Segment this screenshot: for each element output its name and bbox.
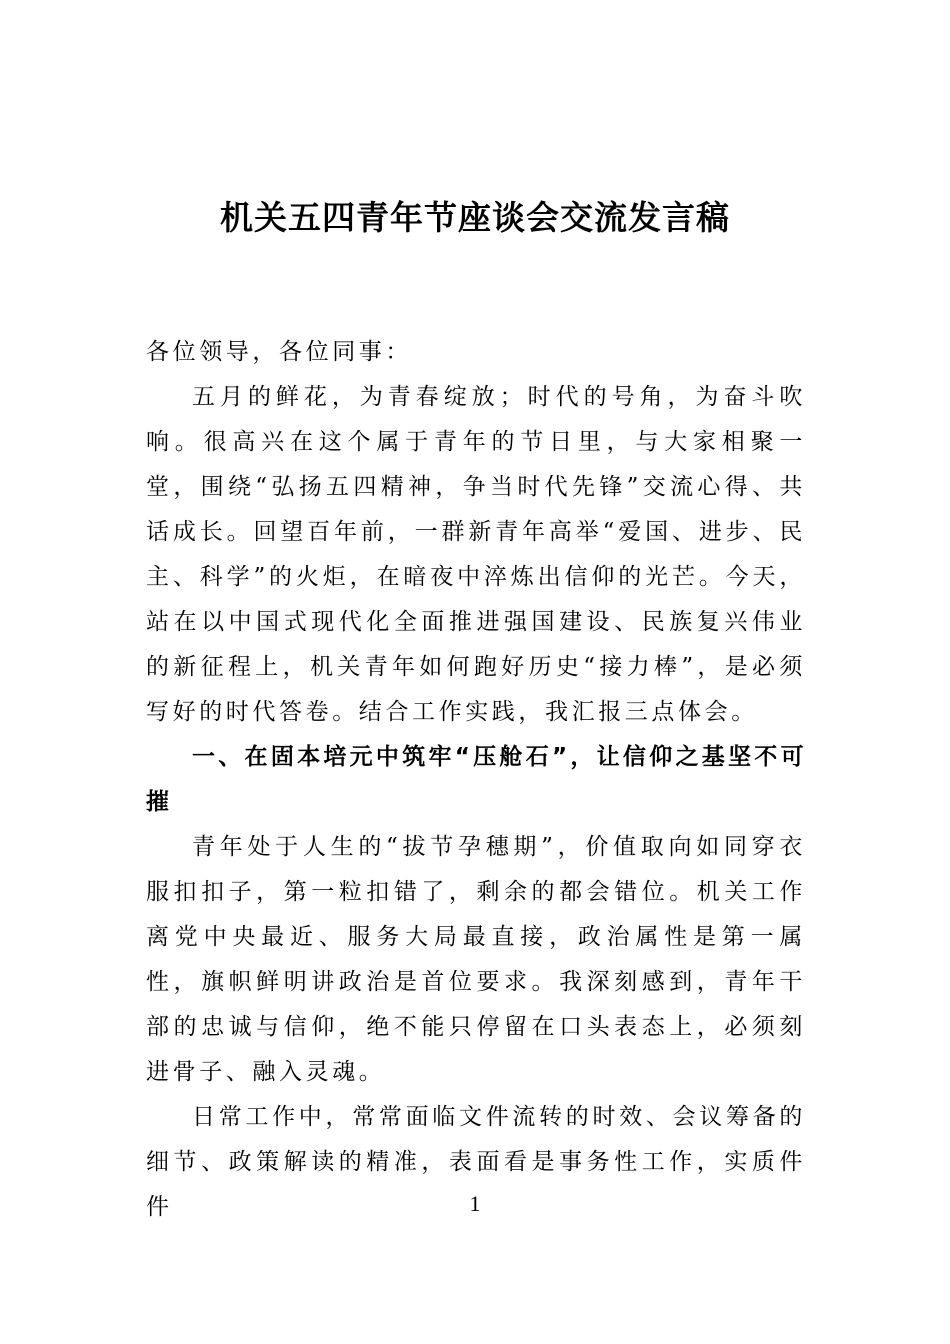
paragraph-2: 日常工作中，常常面临文件流转的时效、会议筹备的细节、政策解读的精准，表面看是事务性工作，实质件件 [146, 1104, 806, 1220]
document-body [146, 330, 806, 1230]
paragraph-1: 青年处于人生的“拔节孕穗期”，价值取向如同穿衣服扣扣子，第一粒扣错了，剩余的都会错位。机关工作离党中央最近、服务大局最直接，政治属性是第一属性，旗帜鲜明讲政治是首位要求。我深刻感到，青年干部的忠诚与信仰，绝不能只停留在口头表态上，必须刻进骨子、融入灵魂。 [146, 834, 806, 1085]
section-heading-1: 一、在固本培元中筑牢“压舱石”，让信仰之基坚不可摧 [146, 744, 806, 815]
paragraph-intro: 五月的鲜花，为青春绽放；时代的号角，为奋斗吹响。很高兴在这个属于青年的节日里，与大家相聚一堂，围绕“弘扬五四精神，争当时代先锋”交流心得、共话成长。回望百年前，一群新青年高举“爱国、进步、民主、科学”的火炬，在暗夜中淬炼出信仰的光芒。今天，站在以中国式现代化全面推进强国建设、民族复兴伟业的新征程上，机关青年如何跑好历史“接力棒”，是必须写好的时代答卷。结合工作实践，我汇报三点体会。 [146, 384, 806, 725]
salutation: 各位领导，各位同事： [146, 339, 412, 365]
document-title: 机关五四青年节座谈会交流发言稿 [220, 198, 730, 237]
page-number: 1 [469, 1191, 481, 1216]
